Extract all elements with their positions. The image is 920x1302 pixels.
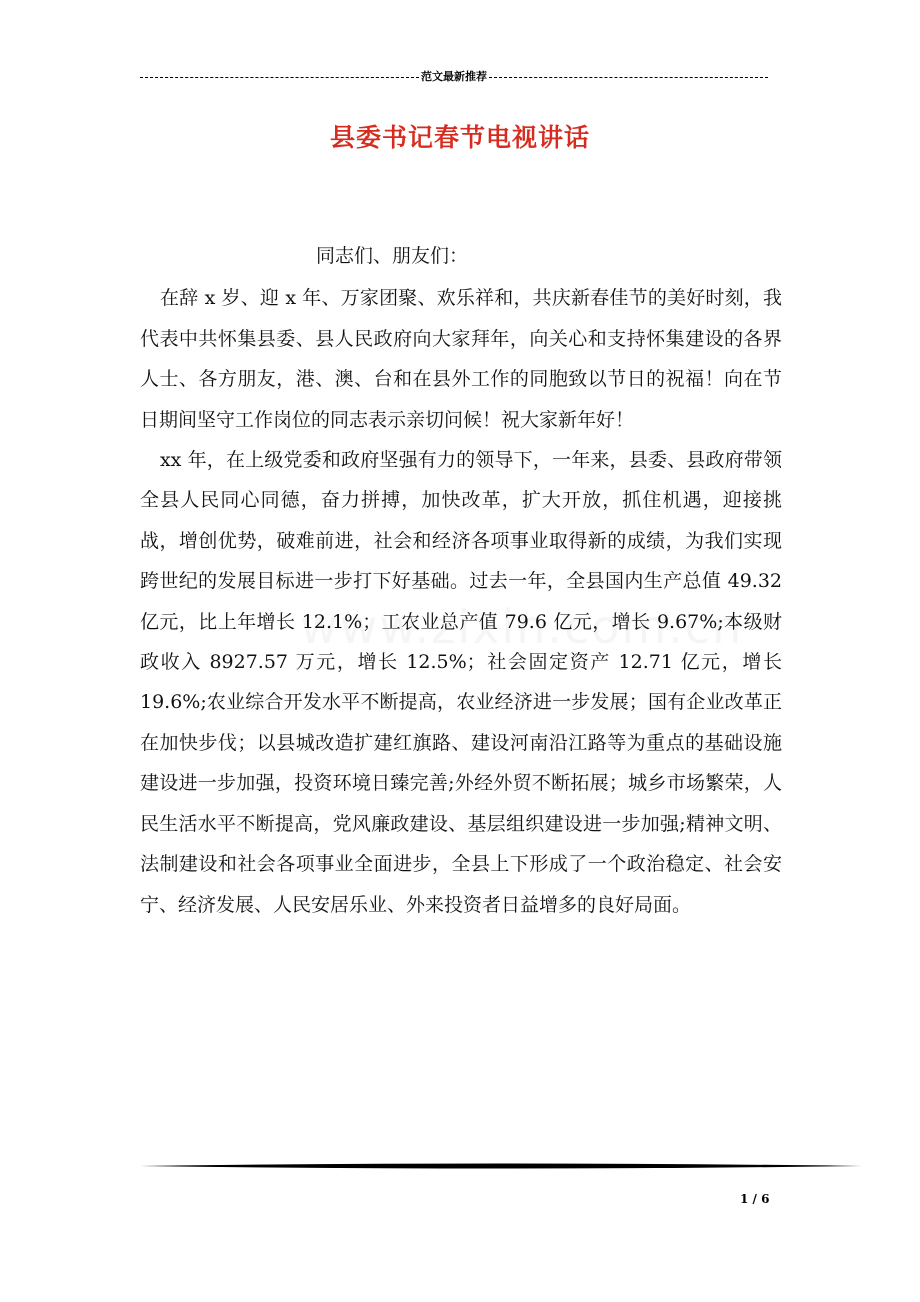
paragraph-1: 在辞 x 岁、迎 x 年、万家团聚、欢乐祥和，共庆新春佳节的美好时刻，我代表中共怀集县委、县人民政府向大家拜年，向关心和支持怀集建设的各界人士、各方朋友，港、澳、台和在县外工作的同胞致以节日的祝福！向在节日期间坚守工作岗位的同志表示亲切问候！祝大家新年好！ xyxy=(140,287,782,431)
header-label: 范文最新推荐 xyxy=(421,70,487,83)
document-body xyxy=(140,236,782,925)
header-dash-right xyxy=(489,77,768,78)
paragraph-2: xx 年，在上级党委和政府坚强有力的领导下，一年来，县委、县政府带领全县人民同心同德，奋力拼搏，加快改革，扩大开放，抓住机遇，迎接挑战，增创优势，破难前进，社会和经济各项事业取得新的成绩，为我们实现跨世纪的发展目标进一步打下好基础。过去一年，全县国内生产总值 49.32 亿元，比上年增长 12.1%；工农业总产值 79.6 亿元，增长 9.67%;本级财政收入 8927.57 万元，增长 12.5%；社会固定资产 12.71 亿元，增长 19.6%;农业综合开发水平不断提高，农业经济进一步发展；国有企业改革正在加快步伐；以县城改造扩建红旗路、建设河南沿江路等为重点的基础设施建设进一步加强，投资环境日臻完善;外经外贸不断拓展；城乡市场繁荣，人民生活水平不断提高，党风廉政建设、基层组织建设进一步加强;精神文明、法制建设和社会各项事业全面进步，全县上下形成了一个政治稳定、社会安宁、经济发展、人民安居乐业、外来投资者日益增多的良好局面。 xyxy=(140,449,782,916)
page-header xyxy=(140,66,768,86)
footer-rule xyxy=(140,1160,862,1172)
header-dash-left xyxy=(140,77,419,78)
salutation: 同志们、朋友们： xyxy=(316,245,469,267)
document-title: 县委书记春节电视讲话 xyxy=(329,123,590,152)
page-number: 1 / 6 xyxy=(740,1192,770,1206)
